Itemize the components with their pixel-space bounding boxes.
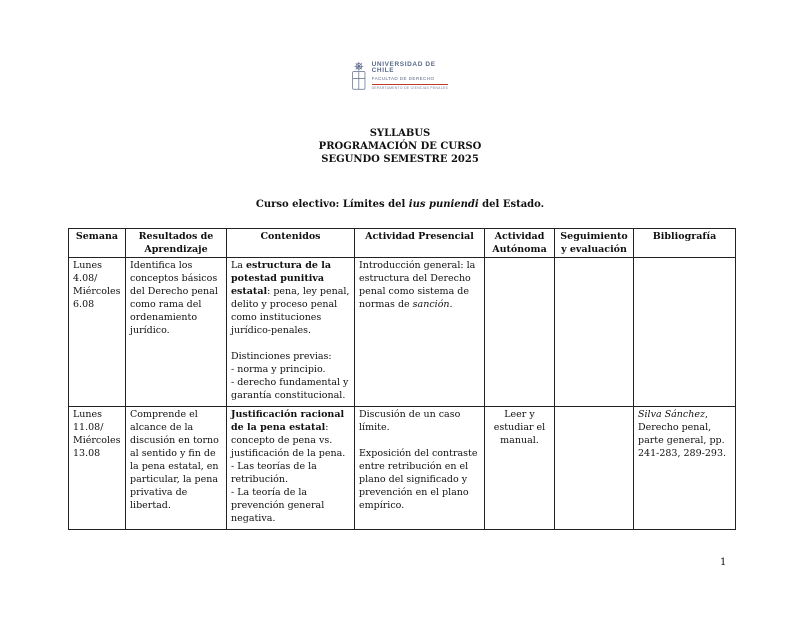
header-actividad-presencial: Actividad Presencial <box>355 229 485 258</box>
document-titles <box>0 127 800 166</box>
cell-actividad-autonoma <box>485 258 555 407</box>
title-programacion: PROGRAMACIÓN DE CURSO <box>318 141 482 152</box>
cell-contenidos <box>227 407 355 530</box>
cell-contenidos <box>227 258 355 407</box>
cell-seguimiento <box>555 407 634 530</box>
cell-actividad-autonoma: Leer y estudiar el manual. <box>485 407 555 530</box>
presencial-paragraph: Exposición del contraste entre retribución en el plano del significado y prevención en el plano empírico. <box>359 448 478 511</box>
title-syllabus: SYLLABUS <box>369 128 431 139</box>
contenidos-item: - La teoría de la prevención general negativa. <box>231 487 325 524</box>
contenidos-rest: : pena, ley penal, delito y proceso penal como instituciones jurídico-penales. <box>231 286 350 336</box>
course-title-suffix: del Estado. <box>478 199 545 210</box>
cell-bibliografia <box>634 258 736 407</box>
course-title-prefix: Curso electivo: Límites del <box>255 199 409 210</box>
biblio-rest: , Derecho penal, parte general, pp. 241-283, 289-293. <box>638 409 727 459</box>
header-resultados: Resultados de Aprendizaje <box>126 229 227 258</box>
contenidos-rest: : concepto de pena vs. justificación de la pena. <box>231 422 346 459</box>
header-bibliografia: Bibliografía <box>634 229 736 258</box>
cell-bibliografia <box>634 407 736 530</box>
course-title <box>0 199 800 210</box>
contenidos-bold: Justificación racional de la pena estatal <box>231 409 345 433</box>
presencial-paragraph: Discusión de un caso límite. <box>359 409 461 433</box>
header-semana: Semana <box>69 229 126 258</box>
cell-semana: Lunes 4.08/ Miércoles 6.08 <box>69 258 126 407</box>
logo-divider <box>372 84 448 85</box>
cell-resultados: Identifica los conceptos básicos del Derecho penal como rama del ordenamiento jurídico. <box>126 258 227 407</box>
table-header-row <box>69 229 736 258</box>
contenidos-prefix: La <box>231 260 246 271</box>
header-contenidos: Contenidos <box>227 229 355 258</box>
course-title-italic: ius puniendi <box>408 199 479 210</box>
university-name: UNIVERSIDAD DE CHILE <box>371 60 436 74</box>
cell-resultados: Comprende el alcance de la discusión en torno al sentido y fin de la pena estatal, en particular, la pena privativa de libertad. <box>126 407 227 530</box>
presencial-end: . <box>449 299 453 310</box>
contenidos-bold: estructura de la potestad punitiva estatal <box>231 260 331 297</box>
header-actividad-autonoma: Actividad Autónoma <box>485 229 555 258</box>
contenidos-item: - norma y principio. <box>231 364 326 375</box>
cell-seguimiento <box>555 258 634 407</box>
faculty-name: FACULTAD DE DERECHO <box>371 75 435 81</box>
contenidos-distinciones: Distinciones previas: <box>231 351 332 362</box>
cell-actividad-presencial <box>355 407 485 530</box>
presencial-text: Introducción general: la estructura del Derecho penal como sistema de normas de <box>359 260 476 310</box>
spacer <box>231 337 350 350</box>
header-seguimiento: Seguimiento y evaluación <box>555 229 634 258</box>
contenidos-item: - derecho fundamental y garantía constitucional. <box>231 377 349 401</box>
table-row <box>69 407 736 530</box>
cell-actividad-presencial <box>355 258 485 407</box>
syllabus-table <box>68 228 736 530</box>
cell-semana: Lunes 11.08/ Miércoles 13.08 <box>69 407 126 530</box>
university-logo <box>350 58 450 94</box>
logo-text <box>372 62 450 91</box>
university-seal-icon <box>350 59 368 93</box>
table-row <box>69 258 736 407</box>
biblio-author: Silva Sánchez <box>638 409 705 420</box>
page-number: 1 <box>720 557 727 568</box>
department-name: DEPARTAMENTO DE CIENCIAS PENALES <box>371 86 449 91</box>
spacer <box>359 434 480 447</box>
title-semestre: SEGUNDO SEMESTRE 2025 <box>321 154 479 165</box>
presencial-italic: sanción <box>412 299 450 310</box>
contenidos-item: - Las teorías de la retribución. <box>231 461 317 485</box>
